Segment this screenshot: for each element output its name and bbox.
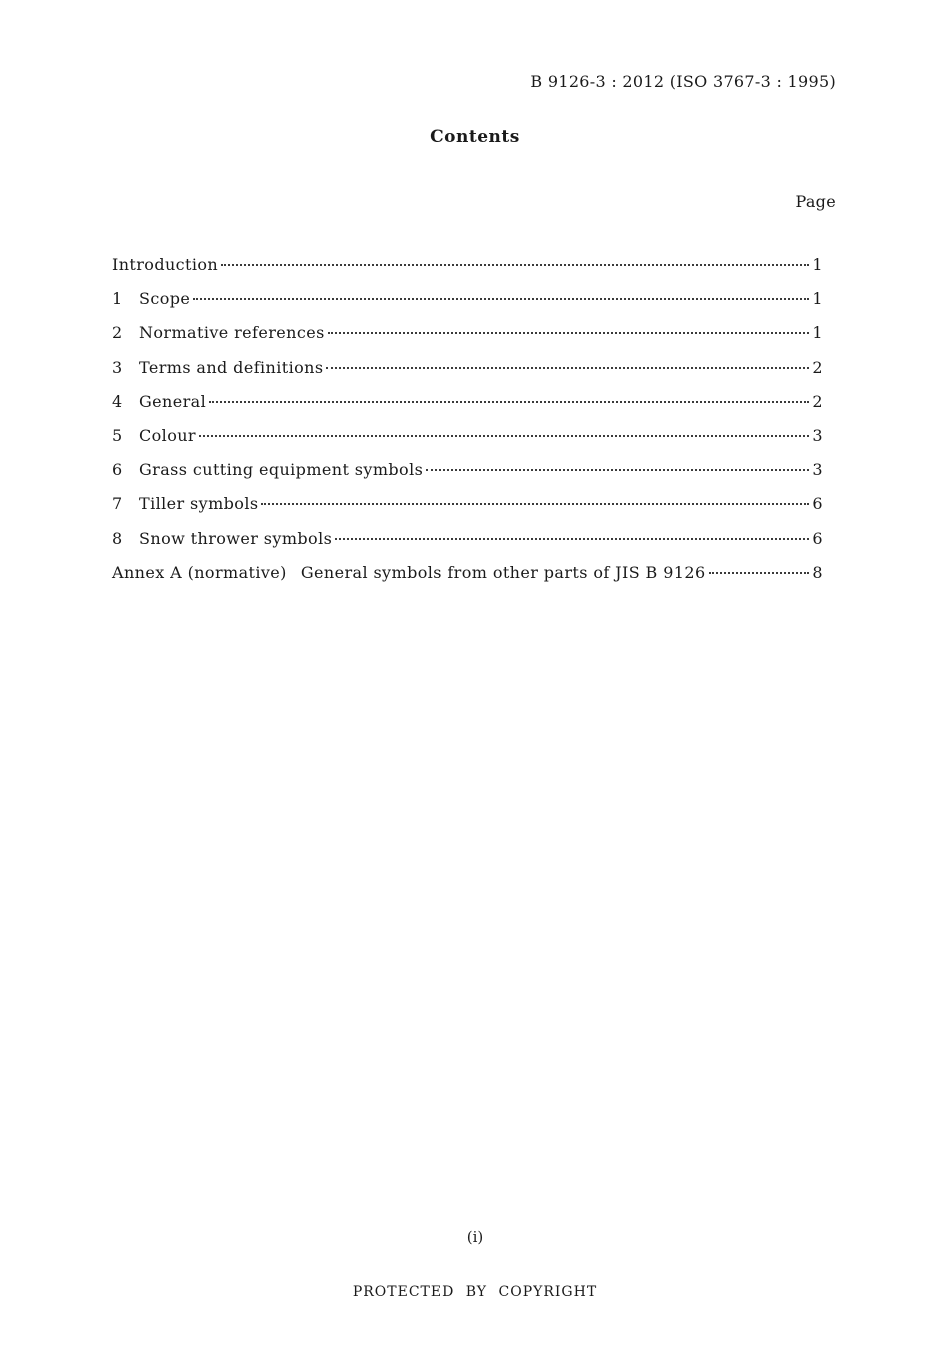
- toc-entry-page: 6: [812, 494, 823, 514]
- page-column-label: Page: [795, 192, 836, 211]
- toc-entry-annex-prefix: Annex A (normative): [112, 562, 287, 582]
- toc-entry-page: 8: [812, 562, 823, 582]
- toc-entry-page: 3: [812, 460, 823, 480]
- toc-entry-label: Snow thrower symbols: [139, 528, 333, 548]
- document-identifier: B 9126-3 : 2012 (ISO 3767-3 : 1995): [530, 72, 836, 91]
- toc-entry-label: Grass cutting equipment symbols: [139, 460, 424, 480]
- dot-leader: [199, 435, 809, 437]
- toc-entry-label: Colour: [139, 425, 196, 445]
- toc-entry-grass-cutting-equipment-symbols[interactable]: [112, 460, 823, 494]
- toc-entry-number: 2: [112, 323, 123, 343]
- toc-entry-page: 2: [812, 357, 823, 377]
- toc-entry-page: 1: [812, 255, 823, 274]
- toc-entry-introduction[interactable]: [112, 255, 823, 289]
- toc-entry-number: 6: [112, 460, 123, 480]
- dot-leader: [328, 332, 810, 334]
- toc-entry-label: General symbols from other parts of JIS B 9126: [300, 562, 706, 582]
- toc-entry-page: 1: [812, 323, 823, 343]
- dot-leader: [193, 298, 809, 300]
- toc-entry-label: Introduction: [112, 255, 219, 274]
- toc-entry-general[interactable]: [112, 392, 823, 426]
- toc-entry-label: Terms and definitions: [139, 357, 324, 377]
- toc-entry-normative-references[interactable]: [112, 323, 823, 357]
- dot-leader: [326, 367, 809, 369]
- toc-entry-page: 3: [812, 425, 823, 445]
- toc-entry-colour[interactable]: [112, 426, 823, 460]
- dot-leader: [209, 401, 809, 403]
- toc-entry-tiller-symbols[interactable]: [112, 494, 823, 528]
- toc-entry-annex-a[interactable]: [112, 563, 823, 597]
- dot-leader: [221, 264, 809, 266]
- toc-entry-label: General: [139, 391, 207, 411]
- toc-entry-snow-thrower-symbols[interactable]: [112, 529, 823, 563]
- toc-entry-page: 6: [812, 528, 823, 548]
- page-title: Contents: [430, 127, 520, 147]
- copyright-footer: PROTECTED BY COPYRIGHT: [352, 1284, 598, 1300]
- toc-entry-number: 5: [112, 425, 123, 445]
- dot-leader: [335, 538, 809, 540]
- toc-entry-number: 4: [112, 391, 123, 411]
- dot-leader: [261, 503, 809, 505]
- toc-entry-terms-and-definitions[interactable]: [112, 358, 823, 392]
- toc-entry-number: 1: [112, 289, 123, 309]
- toc-entry-label: Scope: [139, 289, 191, 309]
- toc-entry-number: 8: [112, 528, 123, 548]
- table-of-contents: [112, 255, 823, 597]
- toc-entry-label: Tiller symbols: [139, 494, 259, 514]
- dot-leader: [426, 469, 809, 471]
- dot-leader: [709, 572, 810, 574]
- toc-entry-scope[interactable]: [112, 289, 823, 323]
- toc-entry-label: Normative references: [139, 323, 325, 343]
- page-number: (i): [466, 1228, 484, 1246]
- toc-entry-page: 2: [812, 391, 823, 411]
- toc-entry-number: 3: [112, 357, 123, 377]
- toc-entry-number: 7: [112, 494, 123, 514]
- toc-entry-page: 1: [812, 289, 823, 309]
